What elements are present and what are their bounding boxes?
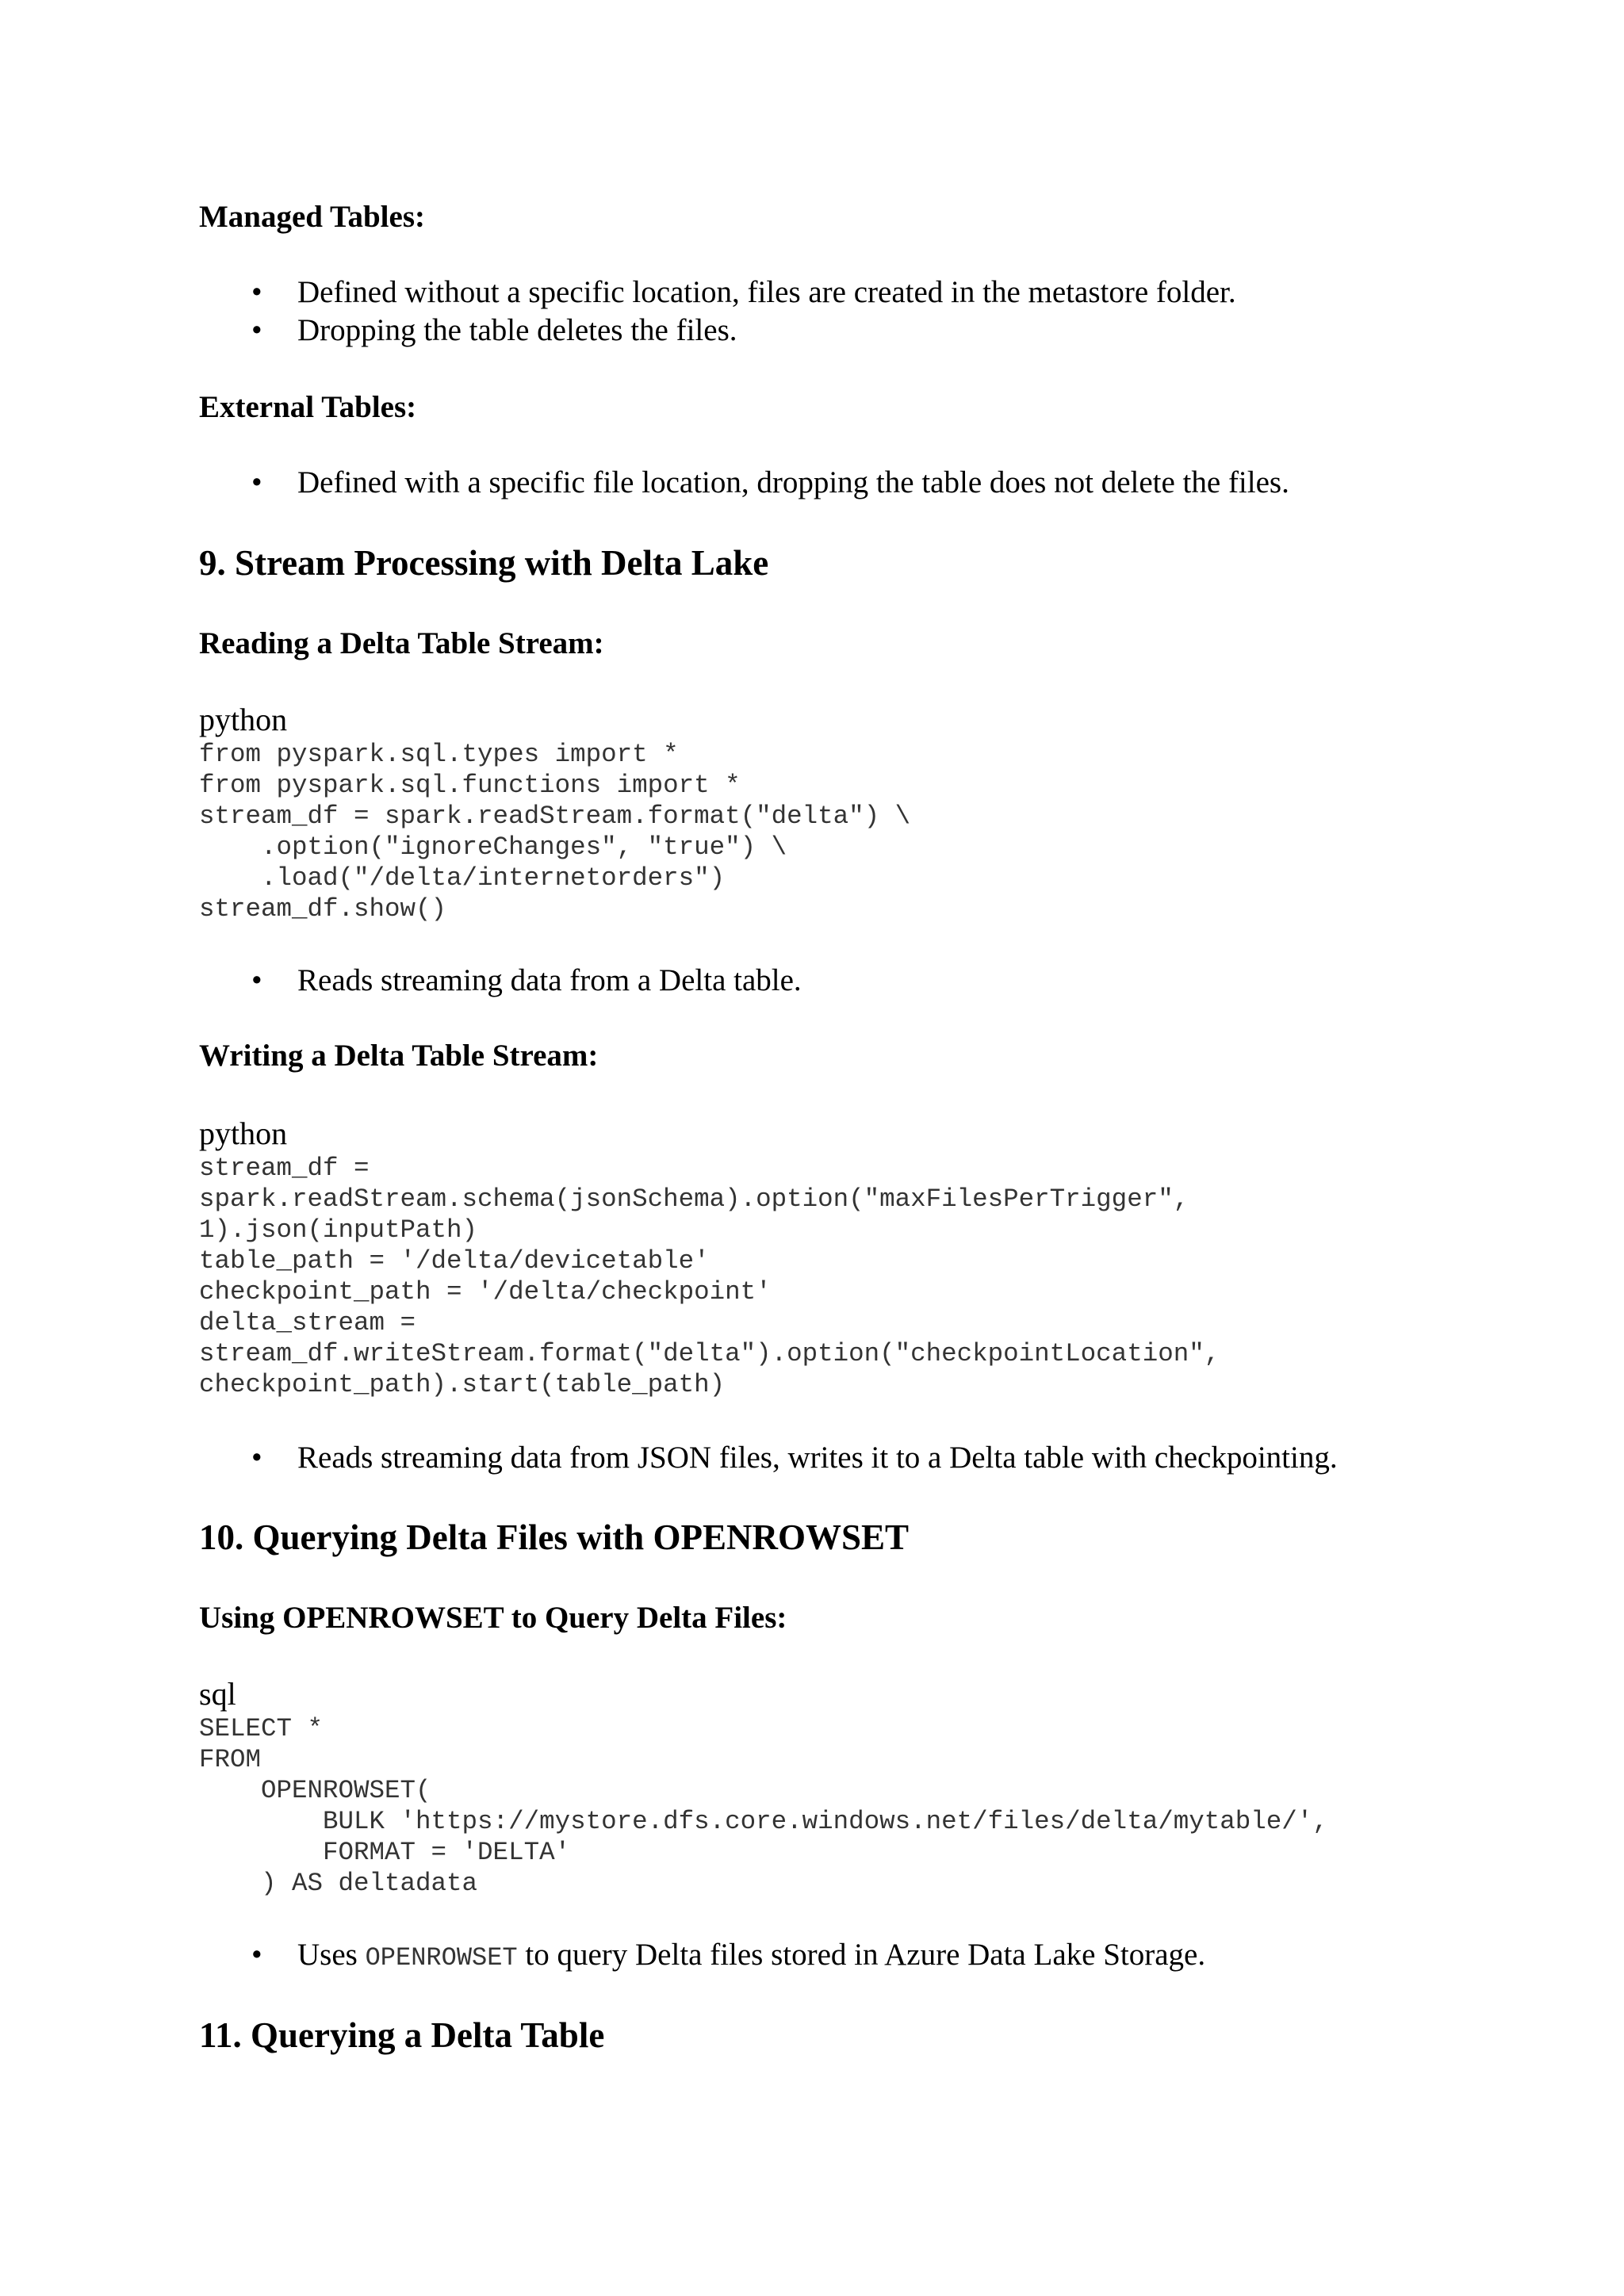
list-item: • Reads streaming data from a Delta table. bbox=[199, 962, 802, 1000]
code-language-label: python bbox=[199, 702, 288, 737]
list-item bbox=[199, 1936, 1205, 1977]
code-line: delta_stream = bbox=[199, 1308, 416, 1337]
note-text: to query Delta files stored in Azure Data Lake Storage. bbox=[517, 1938, 1206, 1972]
section-11-title: 11. Querying a Delta Table bbox=[199, 2015, 605, 2055]
code-line: FROM bbox=[199, 1745, 262, 1774]
code-line: FORMAT = 'DELTA' bbox=[199, 1838, 571, 1867]
code-line: table_path = '/delta/devicetable' bbox=[199, 1246, 710, 1276]
managed-tables-heading: Managed Tables: bbox=[199, 200, 425, 234]
section-10-title: 10. Querying Delta Files with OPENROWSET bbox=[199, 1517, 910, 1557]
inline-code: OPENROWSET bbox=[365, 1943, 518, 1973]
code-line: from pyspark.sql.functions import * bbox=[199, 771, 741, 800]
code-line: ) AS deltadata bbox=[199, 1869, 478, 1898]
note-text: Uses bbox=[297, 1938, 366, 1972]
code-line: from pyspark.sql.types import * bbox=[199, 740, 679, 769]
code-line: checkpoint_path = '/delta/checkpoint' bbox=[199, 1277, 772, 1307]
code-line: stream_df = bbox=[199, 1154, 370, 1183]
code-line: SELECT * bbox=[199, 1714, 324, 1743]
list-item: • Defined without a specific location, files are created in the metastore folder. bbox=[199, 274, 1236, 312]
reading-stream-heading: Reading a Delta Table Stream: bbox=[199, 626, 604, 660]
code-line: stream_df.writeStream.format("delta").option("checkpointLocation", bbox=[199, 1339, 1220, 1368]
code-language-label: python bbox=[199, 1115, 288, 1151]
code-line: checkpoint_path).start(table_path) bbox=[199, 1370, 726, 1399]
list-item: • Reads streaming data from JSON files, writes it to a Delta table with checkpointing. bbox=[199, 1439, 1338, 1477]
code-line: stream_df = spark.readStream.format("delta") \ bbox=[199, 802, 911, 831]
openrowset-heading: Using OPENROWSET to Query Delta Files: bbox=[199, 1601, 787, 1635]
managed-tables-list bbox=[199, 274, 1236, 350]
openrowset-code-block bbox=[199, 1713, 1328, 1899]
writing-stream-code-block bbox=[199, 1153, 1220, 1400]
code-line: spark.readStream.schema(jsonSchema).option("maxFilesPerTrigger", bbox=[199, 1184, 1189, 1214]
code-line: .load("/delta/internetorders") bbox=[199, 863, 726, 893]
external-tables-heading: External Tables: bbox=[199, 390, 417, 424]
code-line: OPENROWSET( bbox=[199, 1776, 431, 1805]
writing-stream-notes bbox=[199, 1439, 1338, 1477]
code-language-label: sql bbox=[199, 1676, 236, 1712]
code-line: stream_df.show() bbox=[199, 894, 447, 924]
list-item: • Dropping the table deletes the files. bbox=[199, 312, 1236, 350]
openrowset-notes bbox=[199, 1936, 1205, 1977]
external-tables-list bbox=[199, 464, 1289, 502]
writing-stream-heading: Writing a Delta Table Stream: bbox=[199, 1039, 599, 1073]
section-9-title: 9. Stream Processing with Delta Lake bbox=[199, 543, 769, 583]
code-line: .option("ignoreChanges", "true") \ bbox=[199, 832, 787, 862]
code-line: BULK 'https://mystore.dfs.core.windows.net/files/delta/mytable/', bbox=[199, 1807, 1328, 1836]
code-line: 1).json(inputPath) bbox=[199, 1215, 478, 1245]
reading-stream-code-block bbox=[199, 739, 910, 924]
reading-stream-notes bbox=[199, 962, 802, 1000]
list-item: • Defined with a specific file location, dropping the table does not delete the files. bbox=[199, 464, 1289, 502]
